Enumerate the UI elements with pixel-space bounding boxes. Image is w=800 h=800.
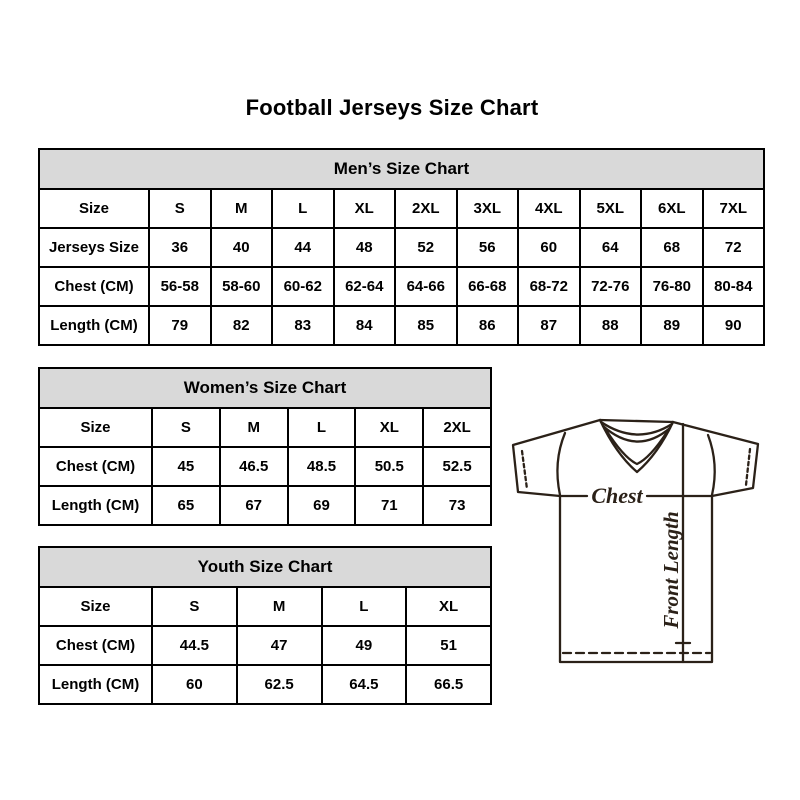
column-header-cell: S (149, 189, 211, 228)
row-label-cell: Chest (CM) (39, 447, 152, 486)
value-cell: 50.5 (355, 447, 423, 486)
value-cell: 62-64 (334, 267, 396, 306)
column-header-row (39, 408, 491, 447)
value-cell: 84 (334, 306, 396, 345)
column-header-cell: Size (39, 587, 152, 626)
table-title: Women’s Size Chart (39, 368, 491, 408)
value-cell: 40 (211, 228, 273, 267)
value-cell: 46.5 (220, 447, 288, 486)
table-row (39, 306, 764, 345)
value-cell: 47 (237, 626, 322, 665)
column-header-cell: 3XL (457, 189, 519, 228)
jersey-right-seam (708, 435, 715, 495)
value-cell: 76-80 (641, 267, 703, 306)
value-cell: 45 (152, 447, 220, 486)
value-cell: 90 (703, 306, 765, 345)
value-cell: 80-84 (703, 267, 765, 306)
table-title: Youth Size Chart (39, 547, 491, 587)
column-header-row (39, 587, 491, 626)
value-cell: 56-58 (149, 267, 211, 306)
value-cell: 82 (211, 306, 273, 345)
value-cell: 44 (272, 228, 334, 267)
value-cell: 49 (322, 626, 407, 665)
row-label-cell: Length (CM) (39, 306, 149, 345)
value-cell: 73 (423, 486, 491, 525)
value-cell: 72 (703, 228, 765, 267)
right-cuff-dashed-line (746, 449, 750, 485)
value-cell: 60-62 (272, 267, 334, 306)
value-cell: 60 (152, 665, 237, 704)
row-label-cell: Jerseys Size (39, 228, 149, 267)
column-header-cell: 4XL (518, 189, 580, 228)
value-cell: 87 (518, 306, 580, 345)
value-cell: 62.5 (237, 665, 322, 704)
table-title: Men’s Size Chart (39, 149, 764, 189)
column-header-cell: L (272, 189, 334, 228)
value-cell: 36 (149, 228, 211, 267)
table-row (39, 267, 764, 306)
page-title: Football Jerseys Size Chart (245, 95, 539, 120)
youth-size-table (38, 546, 492, 705)
table-row (39, 228, 764, 267)
womens-size-table (38, 367, 492, 526)
column-header-cell: 7XL (703, 189, 765, 228)
value-cell: 86 (457, 306, 519, 345)
value-cell: 69 (288, 486, 356, 525)
value-cell: 64-66 (395, 267, 457, 306)
value-cell: 44.5 (152, 626, 237, 665)
chest-label: Chest (591, 483, 643, 508)
column-header-row (39, 189, 764, 228)
column-header-cell: XL (406, 587, 491, 626)
value-cell: 85 (395, 306, 457, 345)
column-header-cell: 5XL (580, 189, 642, 228)
value-cell: 64.5 (322, 665, 407, 704)
column-header-cell: M (237, 587, 322, 626)
value-cell: 52.5 (423, 447, 491, 486)
value-cell: 48.5 (288, 447, 356, 486)
left-cuff-dashed-line (522, 451, 527, 489)
value-cell: 89 (641, 306, 703, 345)
table-row (39, 626, 491, 665)
value-cell: 71 (355, 486, 423, 525)
value-cell: 64 (580, 228, 642, 267)
column-header-cell: L (322, 587, 407, 626)
row-label-cell: Length (CM) (39, 486, 152, 525)
jersey-measurement-diagram (500, 396, 772, 684)
table-row (39, 447, 491, 486)
value-cell: 68-72 (518, 267, 580, 306)
table-row (39, 486, 491, 525)
column-header-cell: Size (39, 408, 152, 447)
column-header-cell: 6XL (641, 189, 703, 228)
value-cell: 88 (580, 306, 642, 345)
value-cell: 56 (457, 228, 519, 267)
value-cell: 66-68 (457, 267, 519, 306)
front-length-label: Front Length (659, 511, 683, 629)
mens-size-table (38, 148, 765, 346)
value-cell: 52 (395, 228, 457, 267)
value-cell: 65 (152, 486, 220, 525)
row-label-cell: Length (CM) (39, 665, 152, 704)
value-cell: 58-60 (211, 267, 273, 306)
column-header-cell: XL (355, 408, 423, 447)
column-header-cell: S (152, 408, 220, 447)
value-cell: 66.5 (406, 665, 491, 704)
column-header-cell: M (211, 189, 273, 228)
value-cell: 68 (641, 228, 703, 267)
value-cell: 83 (272, 306, 334, 345)
value-cell: 48 (334, 228, 396, 267)
jersey-left-seam (557, 433, 565, 495)
value-cell: 51 (406, 626, 491, 665)
column-header-cell: 2XL (423, 408, 491, 447)
row-label-cell: Chest (CM) (39, 626, 152, 665)
value-cell: 72-76 (580, 267, 642, 306)
column-header-cell: S (152, 587, 237, 626)
value-cell: 67 (220, 486, 288, 525)
collar-top-line (600, 420, 673, 422)
column-header-cell: 2XL (395, 189, 457, 228)
column-header-cell: L (288, 408, 356, 447)
column-header-cell: M (220, 408, 288, 447)
table-row (39, 665, 491, 704)
column-header-cell: Size (39, 189, 149, 228)
row-label-cell: Chest (CM) (39, 267, 149, 306)
jersey-body-outline (560, 496, 712, 662)
value-cell: 79 (149, 306, 211, 345)
column-header-cell: XL (334, 189, 396, 228)
value-cell: 60 (518, 228, 580, 267)
